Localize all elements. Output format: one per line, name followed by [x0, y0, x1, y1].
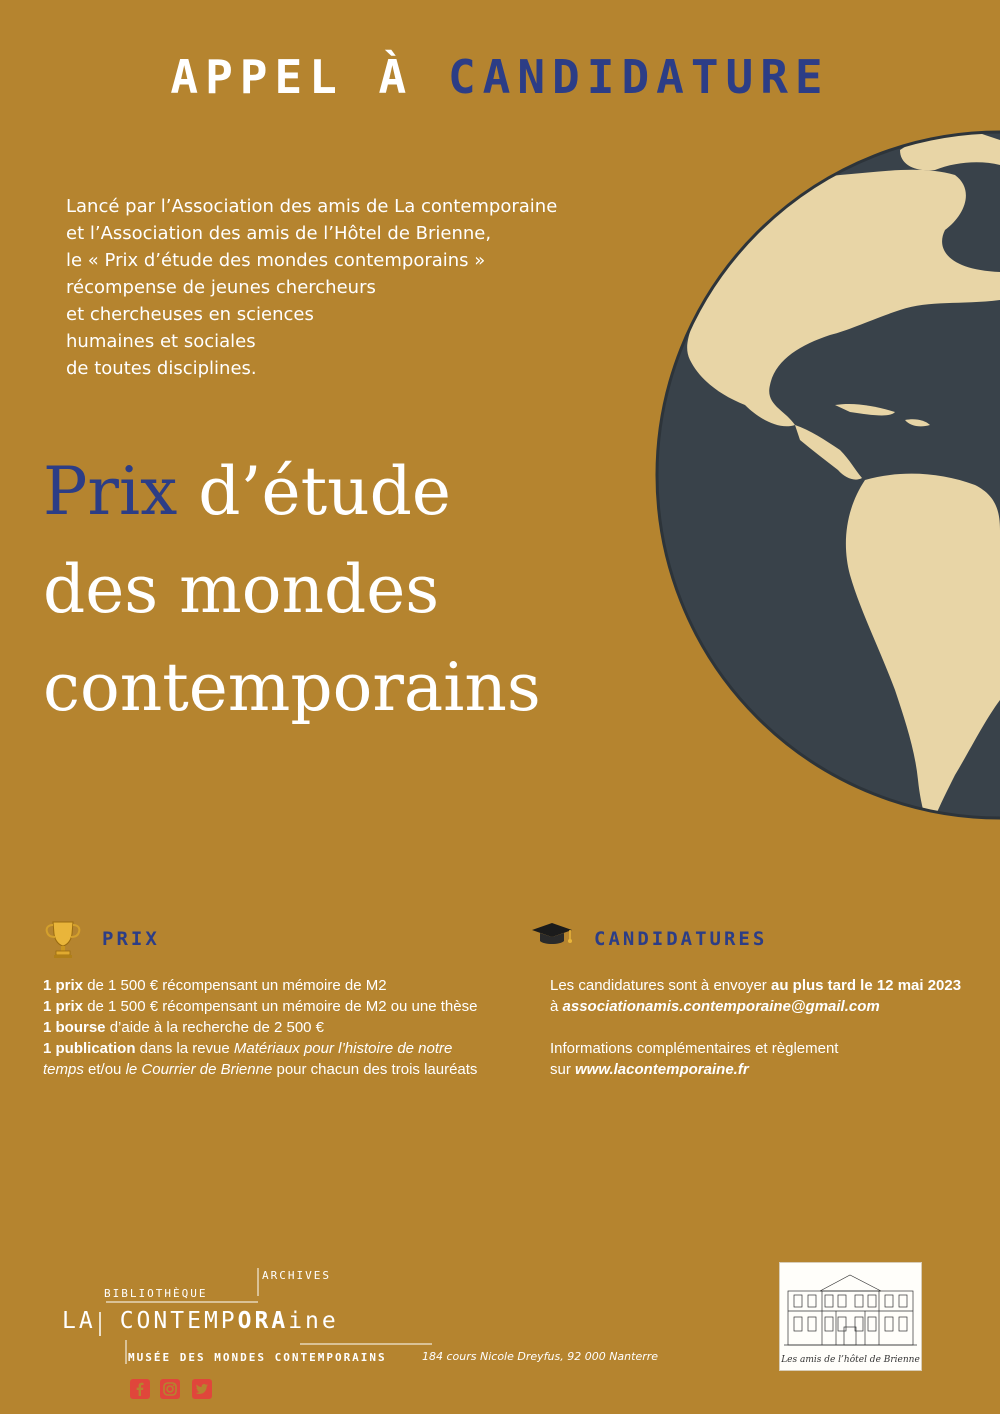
prix-heading: PRIX	[102, 928, 160, 950]
stamp-caption: Les amis de l’hôtel de Brienne	[781, 1355, 920, 1365]
address: 184 cours Nicole Dreyfus, 92 000 Nanterre	[422, 1350, 659, 1363]
association-name-1: Association des amis de La contemporaine	[171, 196, 558, 217]
intro-text: ,	[485, 223, 492, 244]
title-part2: CANDIDATURE	[447, 50, 830, 104]
website-link[interactable]: www.lacontemporaine.fr	[575, 1061, 749, 1078]
logo-musee: MUSÉE DES MONDES CONTEMPORAINS	[128, 1351, 387, 1364]
intro-line: humaines et sociales	[66, 331, 256, 352]
intro-text: Lancé par l’	[66, 196, 172, 217]
prize-title-line2: des mondes	[43, 551, 440, 628]
instagram-icon[interactable]	[160, 1379, 180, 1399]
intro-line: récompense de jeunes chercheurs	[66, 277, 376, 298]
prix-item: 1 publication dans la revue Matériaux pour l’histoire de notre	[43, 1040, 453, 1057]
logo-bibliotheque: BIBLIOTHÈQUE	[104, 1287, 208, 1300]
prix-item: 1 bourse d’aide à la recherche de 2 500 €	[43, 1019, 325, 1036]
association-name-2: Association des amis de l’Hôtel de Brienne	[100, 223, 486, 244]
prix-item: 1 prix de 1 500 € récompensant un mémoire de M2	[43, 977, 387, 994]
candidatures-text: Les candidatures sont à envoyer au plus tard le 12 mai 2023 à associationamis.contemporaine@gmail.com Informations complémentaires et règlement sur www.lacontemporaine.fr	[550, 977, 962, 1078]
twitter-icon[interactable]	[192, 1379, 212, 1399]
info-line: Informations complémentaires et règlement	[550, 1040, 839, 1057]
prix-item: 1 prix de 1 500 € récompensant un mémoire de M2 ou une thèse	[43, 998, 478, 1015]
logo-la-contemporaine: LA CONTEMPORAine	[62, 1308, 339, 1334]
title-part1: APPEL À	[170, 50, 414, 104]
intro-line: de toutes disciplines.	[66, 358, 257, 379]
prix-item: temps et/ou le Courrier de Brienne pour chacun des trois lauréats	[43, 1061, 478, 1078]
facebook-icon[interactable]	[130, 1379, 150, 1399]
prize-title-rest: d’étude	[177, 453, 451, 530]
intro-line: le « Prix d’étude des mondes contemporains »	[66, 250, 486, 271]
hotel-de-brienne-logo	[779, 1262, 922, 1371]
prize-title-line3: contemporains	[43, 649, 541, 726]
logo-archives: ARCHIVES	[262, 1269, 331, 1282]
intro-text: et l’	[66, 223, 101, 244]
building-engraving	[780, 1263, 921, 1353]
email-link[interactable]: associationamis.contemporaine@gmail.com	[562, 998, 880, 1015]
intro-line: et chercheuses en sciences	[66, 304, 314, 325]
candidatures-heading: CANDIDATURES	[594, 928, 768, 950]
prize-title-accent: Prix	[43, 453, 178, 530]
